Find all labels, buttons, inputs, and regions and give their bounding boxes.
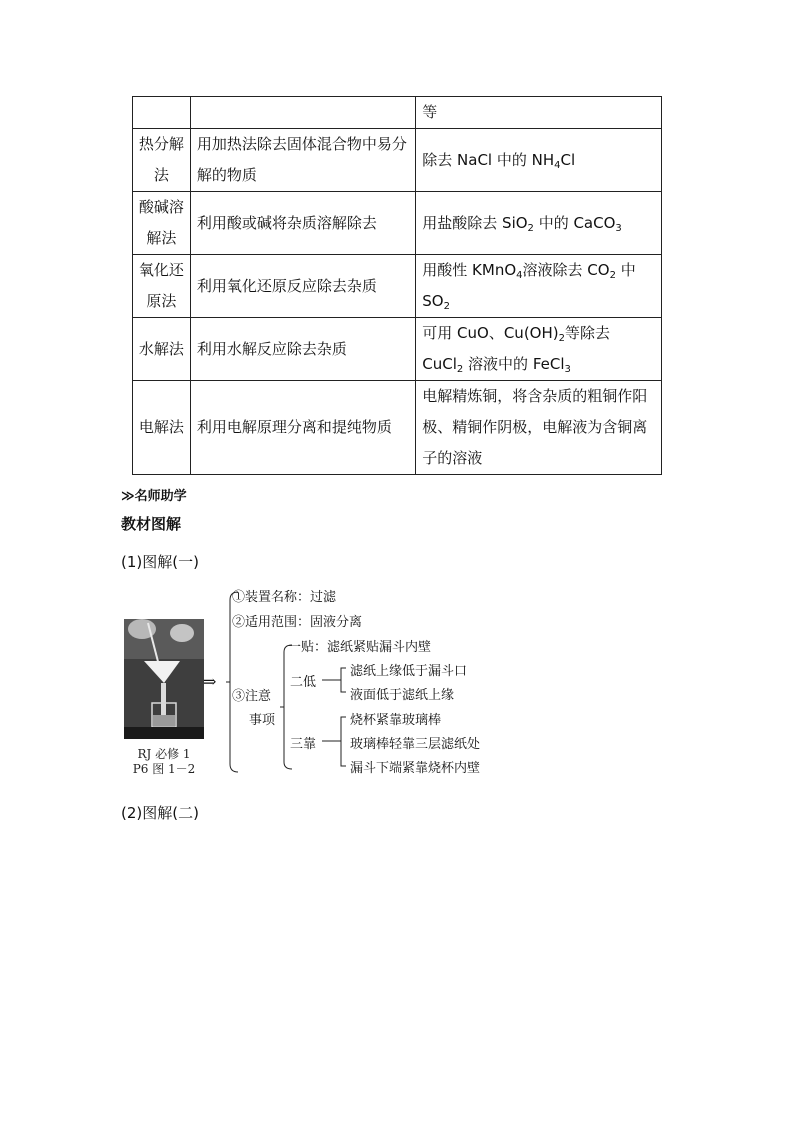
figure2-label: (2)图解(二) — [121, 804, 199, 822]
method-example: 用盐酸除去 SiO$_2$ 中的 CaCO$_3$ — [416, 192, 662, 255]
figure1-label: (1)图解(一) — [121, 553, 199, 571]
table-cell: 等 — [416, 97, 662, 129]
method-name: 电解法 — [133, 381, 191, 475]
diagram-sankao: 三靠 — [290, 737, 317, 752]
method-principle: 利用电解原理分离和提纯物质 — [190, 381, 415, 475]
diagram-erdi: 二低 — [290, 675, 317, 690]
diagram-item3-line1: ③注意 — [232, 689, 272, 704]
diagram-sankao-1: 烧杯紧靠玻璃棒 — [350, 713, 442, 728]
method-example: 用酸性 KMnO$_4$溶液除去 $CO_2$ 中 $SO_2$ — [416, 255, 662, 318]
method-example: 电解精炼铜，将含杂质的粗铜作阳极、精铜作阴极，电解液为含铜离子的溶液 — [416, 381, 662, 475]
method-principle: 用加热法除去固体混合物中易分解的物质 — [190, 129, 415, 192]
method-name: 水解法 — [133, 318, 191, 381]
photo-caption-line2: P6 图 1－2 — [132, 762, 196, 776]
method-name: 热分解法 — [133, 129, 191, 192]
diagram-erdi-1: 滤纸上缘低于漏斗口 — [350, 664, 468, 679]
method-principle: 利用水解反应除去杂质 — [190, 318, 415, 381]
method-principle: 利用氧化还原反应除去杂质 — [190, 255, 415, 318]
diagram-sankao-2: 玻璃棒轻靠三层滤纸处 — [350, 737, 481, 752]
method-example: 可用 CuO、$Cu(OH)_2$等除去 CuCl$_2$ 溶液中的 FeCl$_3$ — [416, 318, 662, 381]
diagram-erdi-2: 液面低于滤纸上缘 — [350, 688, 455, 703]
diagram-item3-line2: 事项 — [249, 713, 276, 728]
method-principle: 利用酸或碱将杂质溶解除去 — [190, 192, 415, 255]
section-title: 教材图解 — [121, 515, 182, 533]
diagram-item1: ①装置名称：过滤 — [232, 590, 337, 605]
diagram-yitie: 一贴：滤纸紧贴漏斗内壁 — [288, 640, 432, 655]
diagram-item2: ②适用范围：固液分离 — [232, 615, 363, 630]
implies-arrow-icon: ⇒ — [203, 672, 217, 691]
method-name: 酸碱溶解法 — [133, 192, 191, 255]
photo-caption-line1: RJ 必修 1 — [137, 747, 191, 761]
method-example: 除去 NaCl 中的 $NH_4Cl$ — [416, 129, 662, 192]
diagram-sankao-3: 漏斗下端紧靠烧杯内壁 — [350, 761, 481, 776]
notes-heading: ≫名师助学 — [121, 489, 187, 504]
method-name: 氧化还原法 — [133, 255, 191, 318]
